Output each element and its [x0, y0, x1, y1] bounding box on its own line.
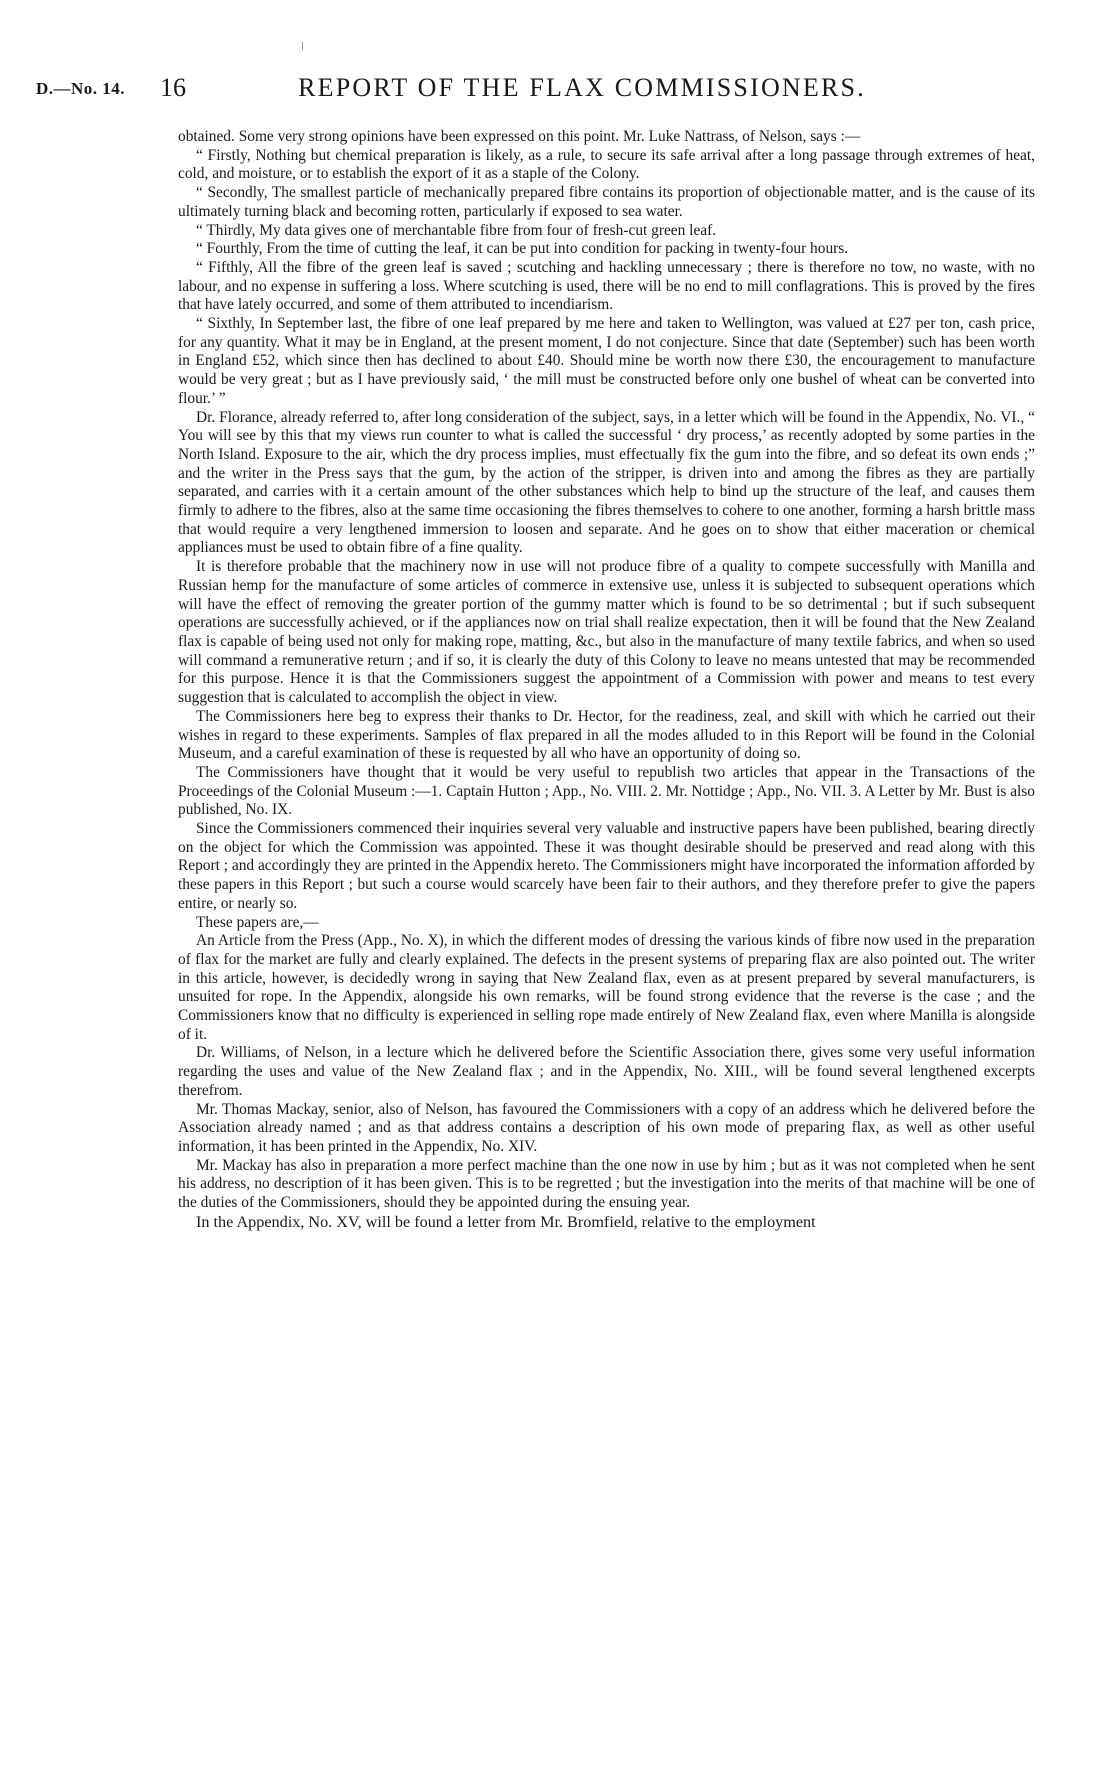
page-number: 16: [160, 73, 186, 102]
paragraph: Dr. Williams, of Nelson, in a lecture which he delivered before the Scientific Association there, gives some very useful information regarding the uses and value of the New Zealand flax ; and in the Appendix, No. XIII., will be found several lengthened excerpts therefrom.: [178, 1044, 1035, 1099]
paragraph: It is therefore probable that the machinery now in use will not produce fibre of a quality to compete successfully with Manilla and Russian hemp for the manufacture of some articles of commerce in extensive use, unless it is subjected to subsequent operations which will have the effect of removing the greater portion of the gummy matter which is found to be so detrimental ; but if such subsequent operations are successfully achieved, or if the appliances now on trial shall realize expectation, then it will be found that the New Zealand flax is capable of being used not only for making rope, matting, &c., but also in the manufacture of many textile fabrics, and when so used will command a remunerative return ; and if so, it is clearly the duty of this Colony to leave no means untested that may be recommended for this purpose. Hence it is that the Commissioners suggest the appointment of a Commission with power and means to test every suggestion that is calculated to accomplish the object in view.: [178, 558, 1035, 707]
running-title: REPORT OF THE FLAX COMMISSIONERS.: [298, 73, 866, 102]
paragraph: Mr. Mackay has also in preparation a more perfect machine than the one now in use by him ; but as it was not completed when he sent his address, no description of it has been given. This is to be regretted ; but the investigation into the merits of that machine will be one of the duties of the Commissioners, should they be appointed during the ensuing year.: [178, 1156, 1035, 1212]
paragraph: Dr. Florance, already referred to, after long consideration of the subject, says, in a letter which will be found in the Appendix, No. VI., “ You will see by this that my views run counter to what is called the successful ‘ dry process,’ as recently adopted by some parties in the North Island. Exposure to the air, which the dry process implies, must effectually fix the gum into the fibre, and so defeat its own ends ;” and the writer in the Press says that the gum, by the action of the stripper, is driven into and among the fibres as they are partially separated, and carries with it a certain amount of the other substances which help to bind up the structure of the leaf, and causes them firmly to adhere to the fibres, also at the same time occasioning the fibres themselves to cohere to one another, forming a harsh brittle mass that would require a very lengthened immersion to loosen and separate. And he goes on to show that either maceration or chemical appliances must be used to obtain fibre of a fine quality.: [178, 408, 1035, 557]
paragraph: These papers are,—: [196, 913, 319, 931]
paragraph: “ Sixthly, In September last, the fibre of one leaf prepared by me here and taken to Wellington, was valued at £27 per ton, cash price, for any quantity. What it may be in England, at the present moment, I do not conjecture. Since that date (September) such has been worth in England £52, which since then has declined to about £40. Should mine be worth now there £30, the encouragement to manufacture would be very great ; but as I have previously said, ‘ the mill must be constructed before only one bushel of wheat can be converted into flour.’ ”: [178, 315, 1035, 407]
scan-mark: [302, 42, 303, 50]
page-header: [36, 73, 1078, 113]
paragraph: “ Secondly, The smallest particle of mechanically prepared fibre contains its proportion of objectionable matter, and is the cause of its ultimately turning black and becoming rotten, particularly if exposed to sea water.: [178, 184, 1035, 220]
paragraph: obtained. Some very strong opinions have been expressed on this point. Mr. Luke Nattrass, of Nelson, says :—: [178, 128, 861, 145]
body-text: [178, 128, 1035, 1231]
paragraph: An Article from the Press (App., No. X), in which the different modes of dressing the various kinds of fibre now used in the preparation of flax for the market are fully and clearly explained. The defects in the present systems of preparing flax are also pointed out. The writer in this article, however, is decidedly wrong in saying that New Zealand flax, even as at present prepared by several manufacturers, is unsuited for rope. In the Appendix, alongside his own remarks, will be found strong evidence that the reverse is the case ; and the Commissioners know that no difficulty is experienced in selling rope made entirely of New Zealand flax, even where Manilla is alongside of it.: [178, 932, 1035, 1043]
paragraph: The Commissioners have thought that it would be very useful to republish two articles that appear in the Transactions of the Proceedings of the Colonial Museum :—1. Captain Hutton ; App., No. VIII. 2. Mr. Nottidge ; App., No. VII. 3. A Letter by Mr. Bust is also published, No. IX.: [178, 763, 1035, 819]
paragraph: Since the Commissioners commenced their inquiries several very valuable and instructive papers have been published, bearing directly on the object for which the Commission was appointed. These it was thought desirable should be preserved and read along with this Report ; and accordingly they are printed in the Appendix hereto. The Commissioners might have incorporated the information afforded by these papers in this Report ; but such a course would scarcely have been fair to their authors, and they therefore prefer to give the papers entire, or nearly so.: [178, 820, 1035, 912]
document-reference: D.—No. 14.: [36, 79, 126, 98]
paragraph: In the Appendix, No. XV, will be found a letter from Mr. Bromfield, relative to the employment: [196, 1212, 816, 1231]
paragraph: “ Firstly, Nothing but chemical preparation is likely, as a rule, to secure its safe arrival after a long passage through extremes of heat, cold, and moisture, or to establish the export of it as a staple of the Colony.: [178, 146, 1035, 183]
paragraph: Mr. Thomas Mackay, senior, also of Nelson, has favoured the Commissioners with a copy of an address which he delivered before the Association already named ; and as that address contains a description of his own mode of preparing flax, as well as other useful information, it has been printed in the Appendix, No. XIV.: [178, 1100, 1035, 1155]
paragraph: “ Thirdly, My data gives one of merchantable fibre from four of fresh-cut green leaf.: [196, 221, 717, 239]
paragraph: “ Fourthly, From the time of cutting the leaf, it can be put into condition for packing in twenty-four hours.: [196, 240, 849, 258]
paragraph: The Commissioners here beg to express their thanks to Dr. Hector, for the readiness, zeal, and skill with which he carried out their wishes in regard to these experiments. Samples of flax prepared in all the modes alluded to in this Report will be found in the Colonial Museum, and a careful examination of these is requested by all who have an opportunity of doing so.: [178, 707, 1035, 763]
paragraph: “ Fifthly, All the fibre of the green leaf is saved ; scutching and hackling unnecessary ; there is therefore no tow, no waste, with no labour, and no expense in suffering a loss. Where scutching is used, there will be no end to mill conflagrations. This is proved by the fires that have lately occurred, and some of them attributed to incendiarism.: [178, 258, 1035, 314]
